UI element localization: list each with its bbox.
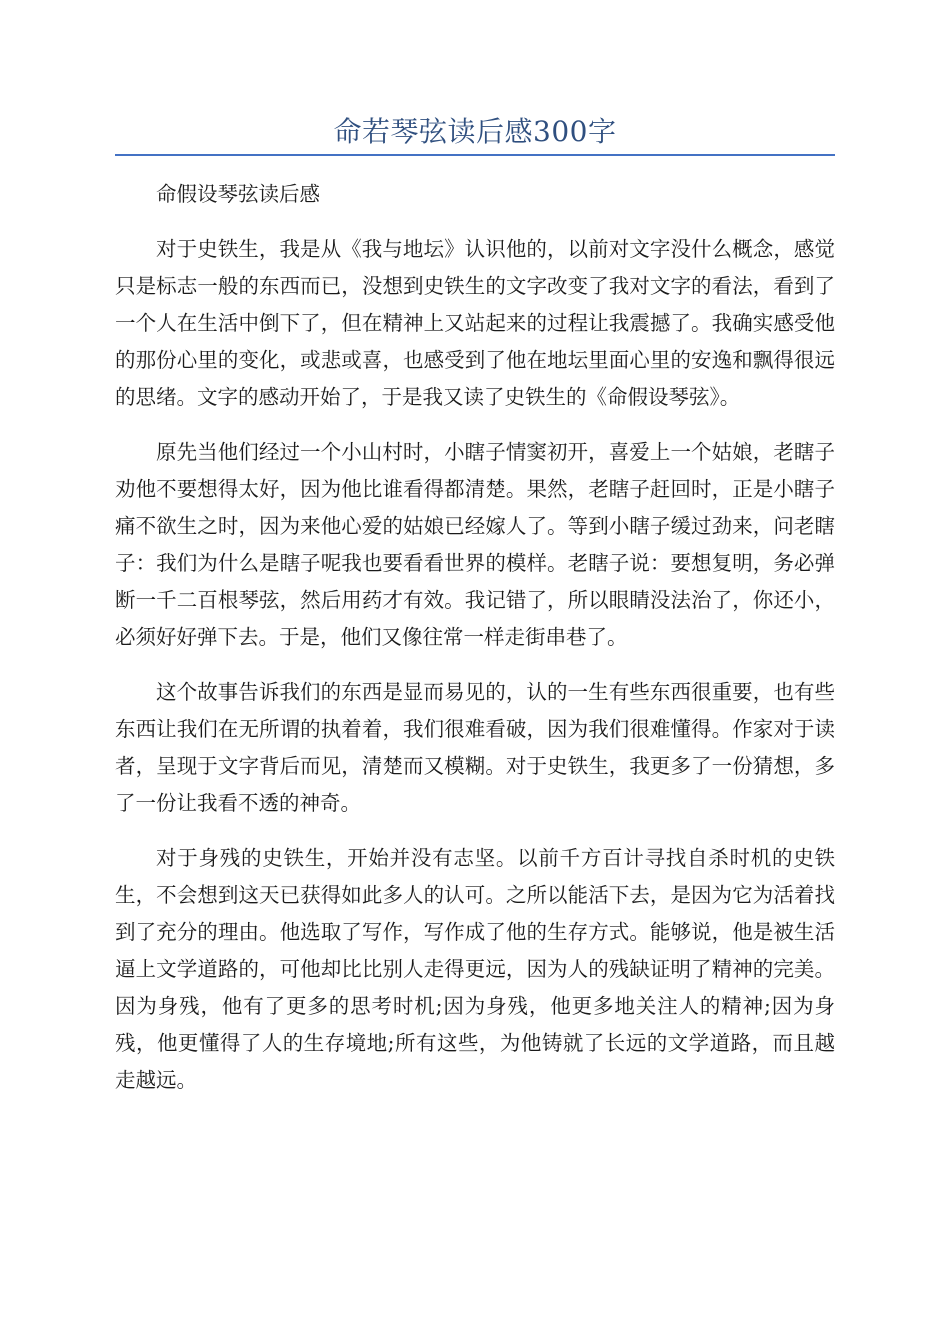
paragraph-4: 对于身残的史铁生，开始并没有志坚。以前千方百计寻找自杀时机的史铁生，不会想到这天已获得如此多人的认可。之所以能活下去，是因为它为活着找到了充分的理由。他选取了写作，写作成了他的生存方式。能够说，他是被生活逼上文学道路的，可他却比比别人走得更远，因为人的残缺证明了精神的完美。因为身残，他有了更多的思考时机;因为身残，他更多地关注人的精神;因为身残，他更懂得了人的生存境地;所有这些，为他铸就了长远的文学道路，而且越走越远。 — [115, 846, 835, 1092]
document-subtitle: 命假设琴弦读后感 — [156, 182, 320, 206]
paragraph-3: 这个故事告诉我们的东西是显而易见的，认的一生有些东西很重要，也有些东西让我们在无所谓的执着着，我们很难看破，因为我们很难懂得。作家对于读者，呈现于文字背后而见，清楚而又模糊。对于史铁生，我更多了一份猜想，多了一份让我看不透的神奇。 — [115, 680, 835, 815]
title-divider — [115, 154, 835, 156]
paragraph-1: 对于史铁生，我是从《我与地坛》认识他的，以前对文字没什么概念，感觉只是标志一般的东西而已，没想到史铁生的文字改变了我对文字的看法，看到了一个人在生活中倒下了，但在精神上又站起来的过程让我震撼了。我确实感受他的那份心里的变化，或悲或喜，也感受到了他在地坛里面心里的安逸和飘得很远的思绪。文字的感动开始了，于是我又读了史铁生的《命假设琴弦》。 — [115, 237, 835, 409]
page-title: 命若琴弦读后感300字 — [333, 115, 617, 148]
document-body — [115, 176, 835, 1117]
paragraph-2: 原先当他们经过一个小山村时，小瞎子情窦初开，喜爱上一个姑娘，老瞎子劝他不要想得太好，因为他比谁看得都清楚。果然，老瞎子赶回时，正是小瞎子痛不欲生之时，因为来他心爱的姑娘已经嫁人了。等到小瞎子缓过劲来，问老瞎子：我们为什么是瞎子呢我也要看看世界的模样。老瞎子说：要想复明，务必弹断一千二百根琴弦，然后用药才有效。我记错了，所以眼睛没法治了，你还小，必须好好弹下去。于是，他们又像往常一样走街串巷了。 — [115, 440, 835, 649]
